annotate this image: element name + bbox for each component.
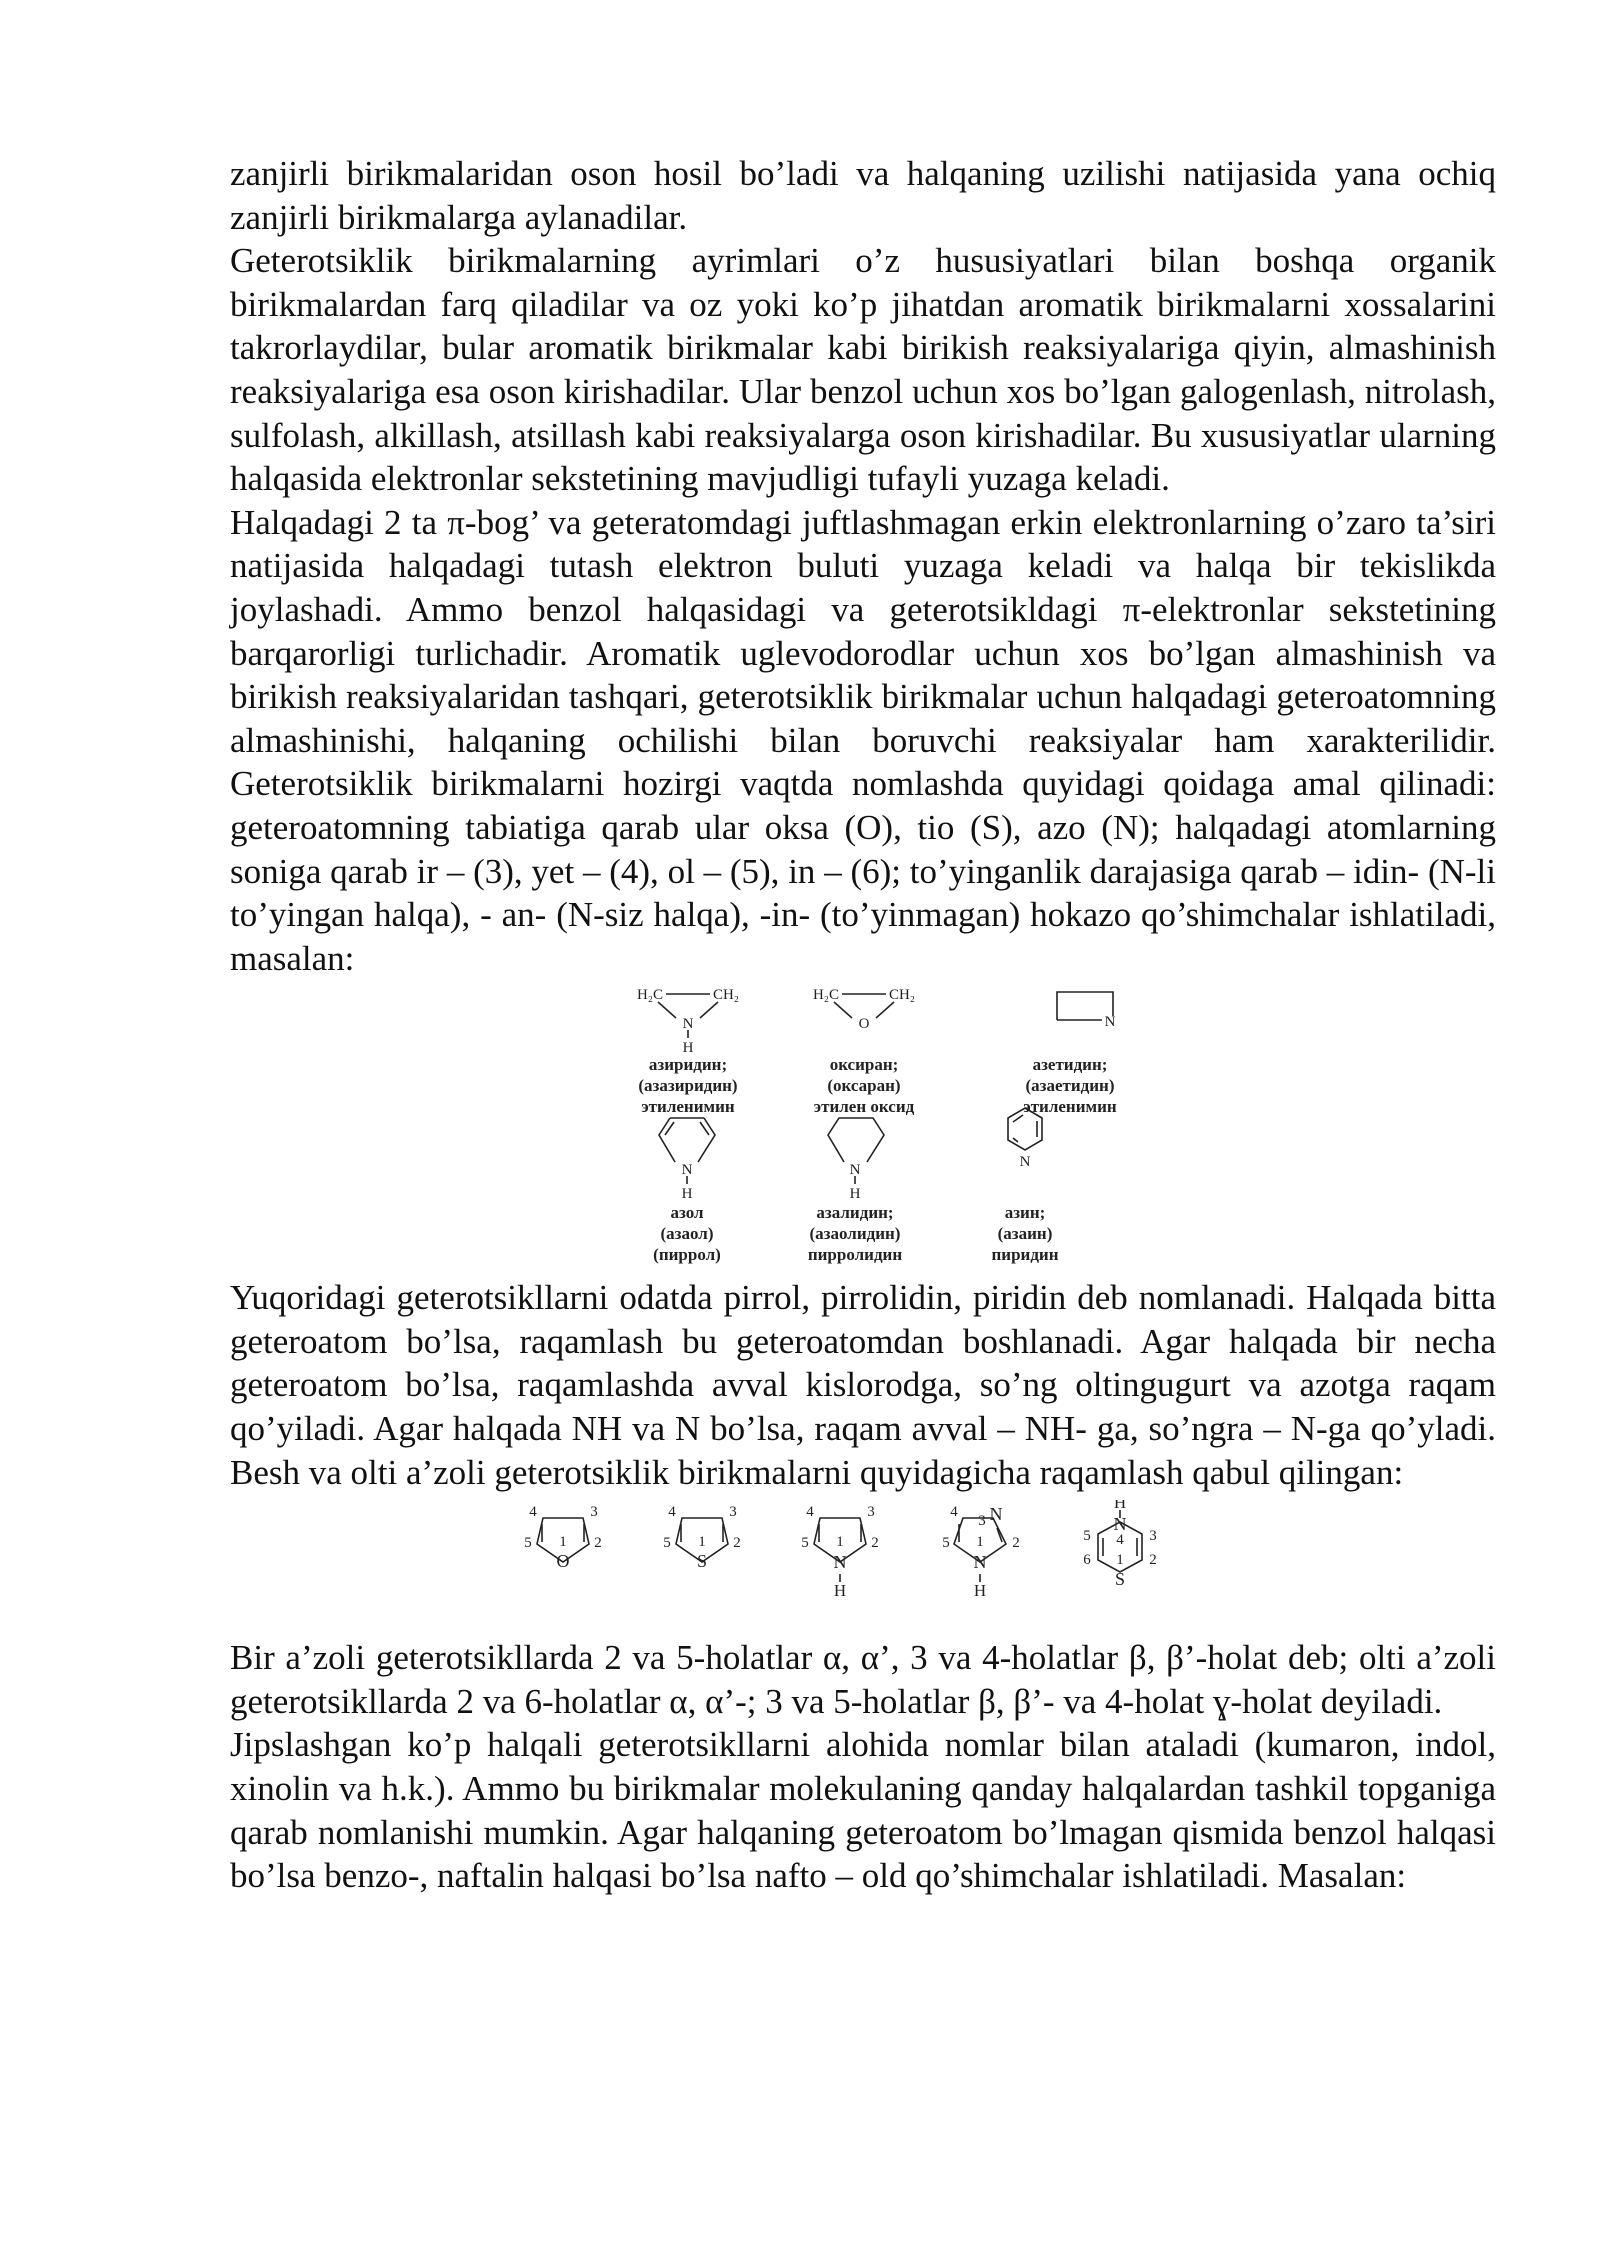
thiazine-n: N bbox=[1113, 1514, 1127, 1535]
thiazine-s: S bbox=[1114, 1569, 1126, 1590]
imidazole-num-4: 4 bbox=[950, 1504, 958, 1521]
aziridine-h: H bbox=[682, 1040, 694, 1057]
aziridine-c-left: H₂C bbox=[636, 987, 664, 1004]
thiazine-num-2: 2 bbox=[1149, 1552, 1157, 1569]
heterocycle-structures-figure bbox=[230, 980, 1496, 1276]
thiophene-num-4: 4 bbox=[668, 1504, 676, 1521]
pyrrole-h: H bbox=[833, 1581, 847, 1601]
thiophene-s: S bbox=[696, 1551, 708, 1572]
azetidine-caption: азетидин; (азаетидин) этиленимин bbox=[1023, 1055, 1117, 1117]
pyrrole-n: N bbox=[833, 1552, 847, 1573]
imidazole-h: H bbox=[973, 1581, 987, 1601]
furan-num-1: 1 bbox=[559, 1534, 567, 1551]
pyrrole-num-3: 3 bbox=[867, 1504, 875, 1521]
imidazole-num-5: 5 bbox=[942, 1535, 950, 1552]
oxirane-caption: оксиран; (оксаран) этилен оксид bbox=[813, 1055, 915, 1117]
thiophene-num-5: 5 bbox=[663, 1535, 671, 1552]
pyrrolidine-h: H bbox=[849, 1186, 861, 1203]
thiophene-num-1: 1 bbox=[698, 1534, 706, 1551]
pyrrolidine-n: N bbox=[849, 1162, 861, 1179]
pyrrole-num-2: 2 bbox=[871, 1535, 879, 1552]
furan-num-2: 2 bbox=[594, 1535, 602, 1552]
thiophene-num-2: 2 bbox=[733, 1535, 741, 1552]
thiazine-num-3: 3 bbox=[1149, 1528, 1157, 1545]
document-page bbox=[230, 152, 1496, 1898]
pyridine-caption: азин; (азаин) пиридин bbox=[991, 1203, 1059, 1265]
furan-num-4: 4 bbox=[529, 1504, 537, 1521]
paragraph: Geterotsiklik birikmalarning ayrimlari o’z hususiyatlari bilan boshqa organik birikmalardan farq qiladilar va oz yoki ko’p jihatdan aromatik birikmalarni xossalarini takrorlaydilar, bular aromatik birikmalar kabi birikish reaksiyalariga qiyin, almashinish reaksiyalariga esa oson kirishadilar. Ular benzol uchun xos bo’lgan galogenlash, nitrolash, sulfolash, alkillash, atsillash kabi reaksiyalarga oson kirishadilar. Bu xususiyatlar ularning halqasida elektronlar sekstetining mavjudligi tufayli yuzaga keladi. bbox=[230, 241, 1496, 499]
ring-numbering-figure bbox=[230, 1500, 1496, 1630]
ring-numbering-drawing bbox=[230, 1500, 1496, 1630]
thiophene-num-3: 3 bbox=[729, 1504, 737, 1521]
pyrrole-caption: азол (азаол) (пиррол) bbox=[653, 1203, 721, 1265]
imidazole-n3: N bbox=[989, 1504, 1003, 1525]
pyridine-n: N bbox=[1019, 1154, 1031, 1171]
pyrrolidine-caption: азалидин; (азаолидин) пирролидин bbox=[807, 1203, 903, 1265]
imidazole-n1: N bbox=[973, 1552, 987, 1573]
aziridine-n: N bbox=[682, 1016, 694, 1033]
aziridine-caption: азиридин; (азазиридин) этиленимин bbox=[638, 1055, 738, 1117]
furan-num-5: 5 bbox=[524, 1535, 532, 1552]
pyrrole-num-4: 4 bbox=[806, 1504, 814, 1521]
furan-o: O bbox=[556, 1551, 570, 1572]
oxirane-c-left: H₂C bbox=[812, 987, 840, 1004]
thiazine-num-1: 1 bbox=[1116, 1552, 1124, 1569]
paragraph: Bir a’zoli geterotsikllarda 2 va 5-holatlar α, α’, 3 va 4-holatlar β, β’-holat deb; olti a’zoli geterotsikllarda 2 va 6-holatlar α, α’-; 3 va 5-holatlar β, β’- va 4-holat ɣ-holat deyiladi. bbox=[230, 1638, 1496, 1721]
pyrrole-num-5: 5 bbox=[801, 1535, 809, 1552]
paragraph: Halqadagi 2 ta π-bog’ va geteratomdagi juftlashmagan erkin elektronlarning o’zaro ta’siri natijasida halqadagi tutash elektron buluti yuzaga keladi va halqa bir tekislikda joylashadi. Ammo benzol halqasidagi va geterotsikldagi π-elektronlar sekstetining barqarorligi turlichadir. Aromatik uglevodorodlar uchun xos bo’lgan almashinish va birikish reaksiyalaridan tashqari, geterotsiklik birikmalar uchun halqadagi geteroatomning almashinishi, halqaning ochilishi bilan boruvchi reaksiyalar ham xarakterilidir. Geterotsiklik birikmalarni hozirgi vaqtda nomlashda quyidagi qoidaga amal qilinadi: geteroatomning tabiatiga qarab ular oksa (O), tio (S), azo (N); halqadagi atomlarning soniga qarab ir – (3), yet – (4), ol – (5), in – (6); to’yinganlik darajasiga qarab – idin- (N-li to’yingan halqa), - an- (N-siz halqa), -in- (to’yinmagan) hokazo qo’shimchalar ishlatiladi, masalan: bbox=[230, 502, 1496, 978]
oxirane-c-right: CH₂ bbox=[888, 987, 916, 1004]
azetidine-n: N bbox=[1104, 1014, 1116, 1031]
thiazine-h: H bbox=[1113, 1500, 1127, 1513]
thiazine-num-5: 5 bbox=[1083, 1528, 1091, 1545]
pyrrole-h: H bbox=[681, 1186, 693, 1203]
thiazine-num-6: 6 bbox=[1083, 1552, 1091, 1569]
thiazine-num-4: 4 bbox=[1116, 1532, 1124, 1549]
oxirane-o: O bbox=[858, 1016, 870, 1033]
pyrrole-n: N bbox=[681, 1162, 693, 1179]
paragraph: Jipslashgan ko’p halqali geterotsikllarni alohida nomlar bilan ataladi (kumaron, indol, xinolin va h.k.). Ammo bu birikmalar molekulaning qanday halqalardan tashkil topganiga qarab nomlanishi mumkin. Agar halqaning geteroatom bo’lmagan qismida benzol halqasi bo’lsa benzo-, naftalin halqasi bo’lsa nafto – old qo’shimchalar ishlatiladi. Masalan: bbox=[230, 1725, 1496, 1896]
aziridine-c-right: CH₂ bbox=[712, 987, 740, 1004]
furan-num-3: 3 bbox=[590, 1504, 598, 1521]
paragraph: Yuqoridagi geterotsikllarni odatda pirrol, pirrolidin, piridin deb nomlanadi. Halqada bitta geteroatom bo’lsa, raqamlash bu geteroatomdan boshlanadi. Agar halqada bir necha geteroatom bo’lsa, raqamlashda avval kislorodga, so’ng oltingugurt va azotga raqam qo’yiladi. Agar halqada NH va N bo’lsa, raqam avval – NH- ga, so’ngra – N-ga qo’yladi. Besh va olti a’zoli geterotsiklik birikmalarni quyidagicha raqamlash qabul qilingan: bbox=[230, 1278, 1496, 1492]
paragraph: zanjirli birikmalaridan oson hosil bo’ladi va halqaning uzilishi natijasida yana ochiq zanjirli birikmalarga aylanadilar. bbox=[230, 154, 1496, 237]
imidazole-num-1: 1 bbox=[976, 1534, 984, 1551]
pyrrole-num-1: 1 bbox=[836, 1534, 844, 1551]
imidazole-num-3: 3 bbox=[978, 1513, 986, 1530]
imidazole-num-2: 2 bbox=[1012, 1535, 1020, 1552]
